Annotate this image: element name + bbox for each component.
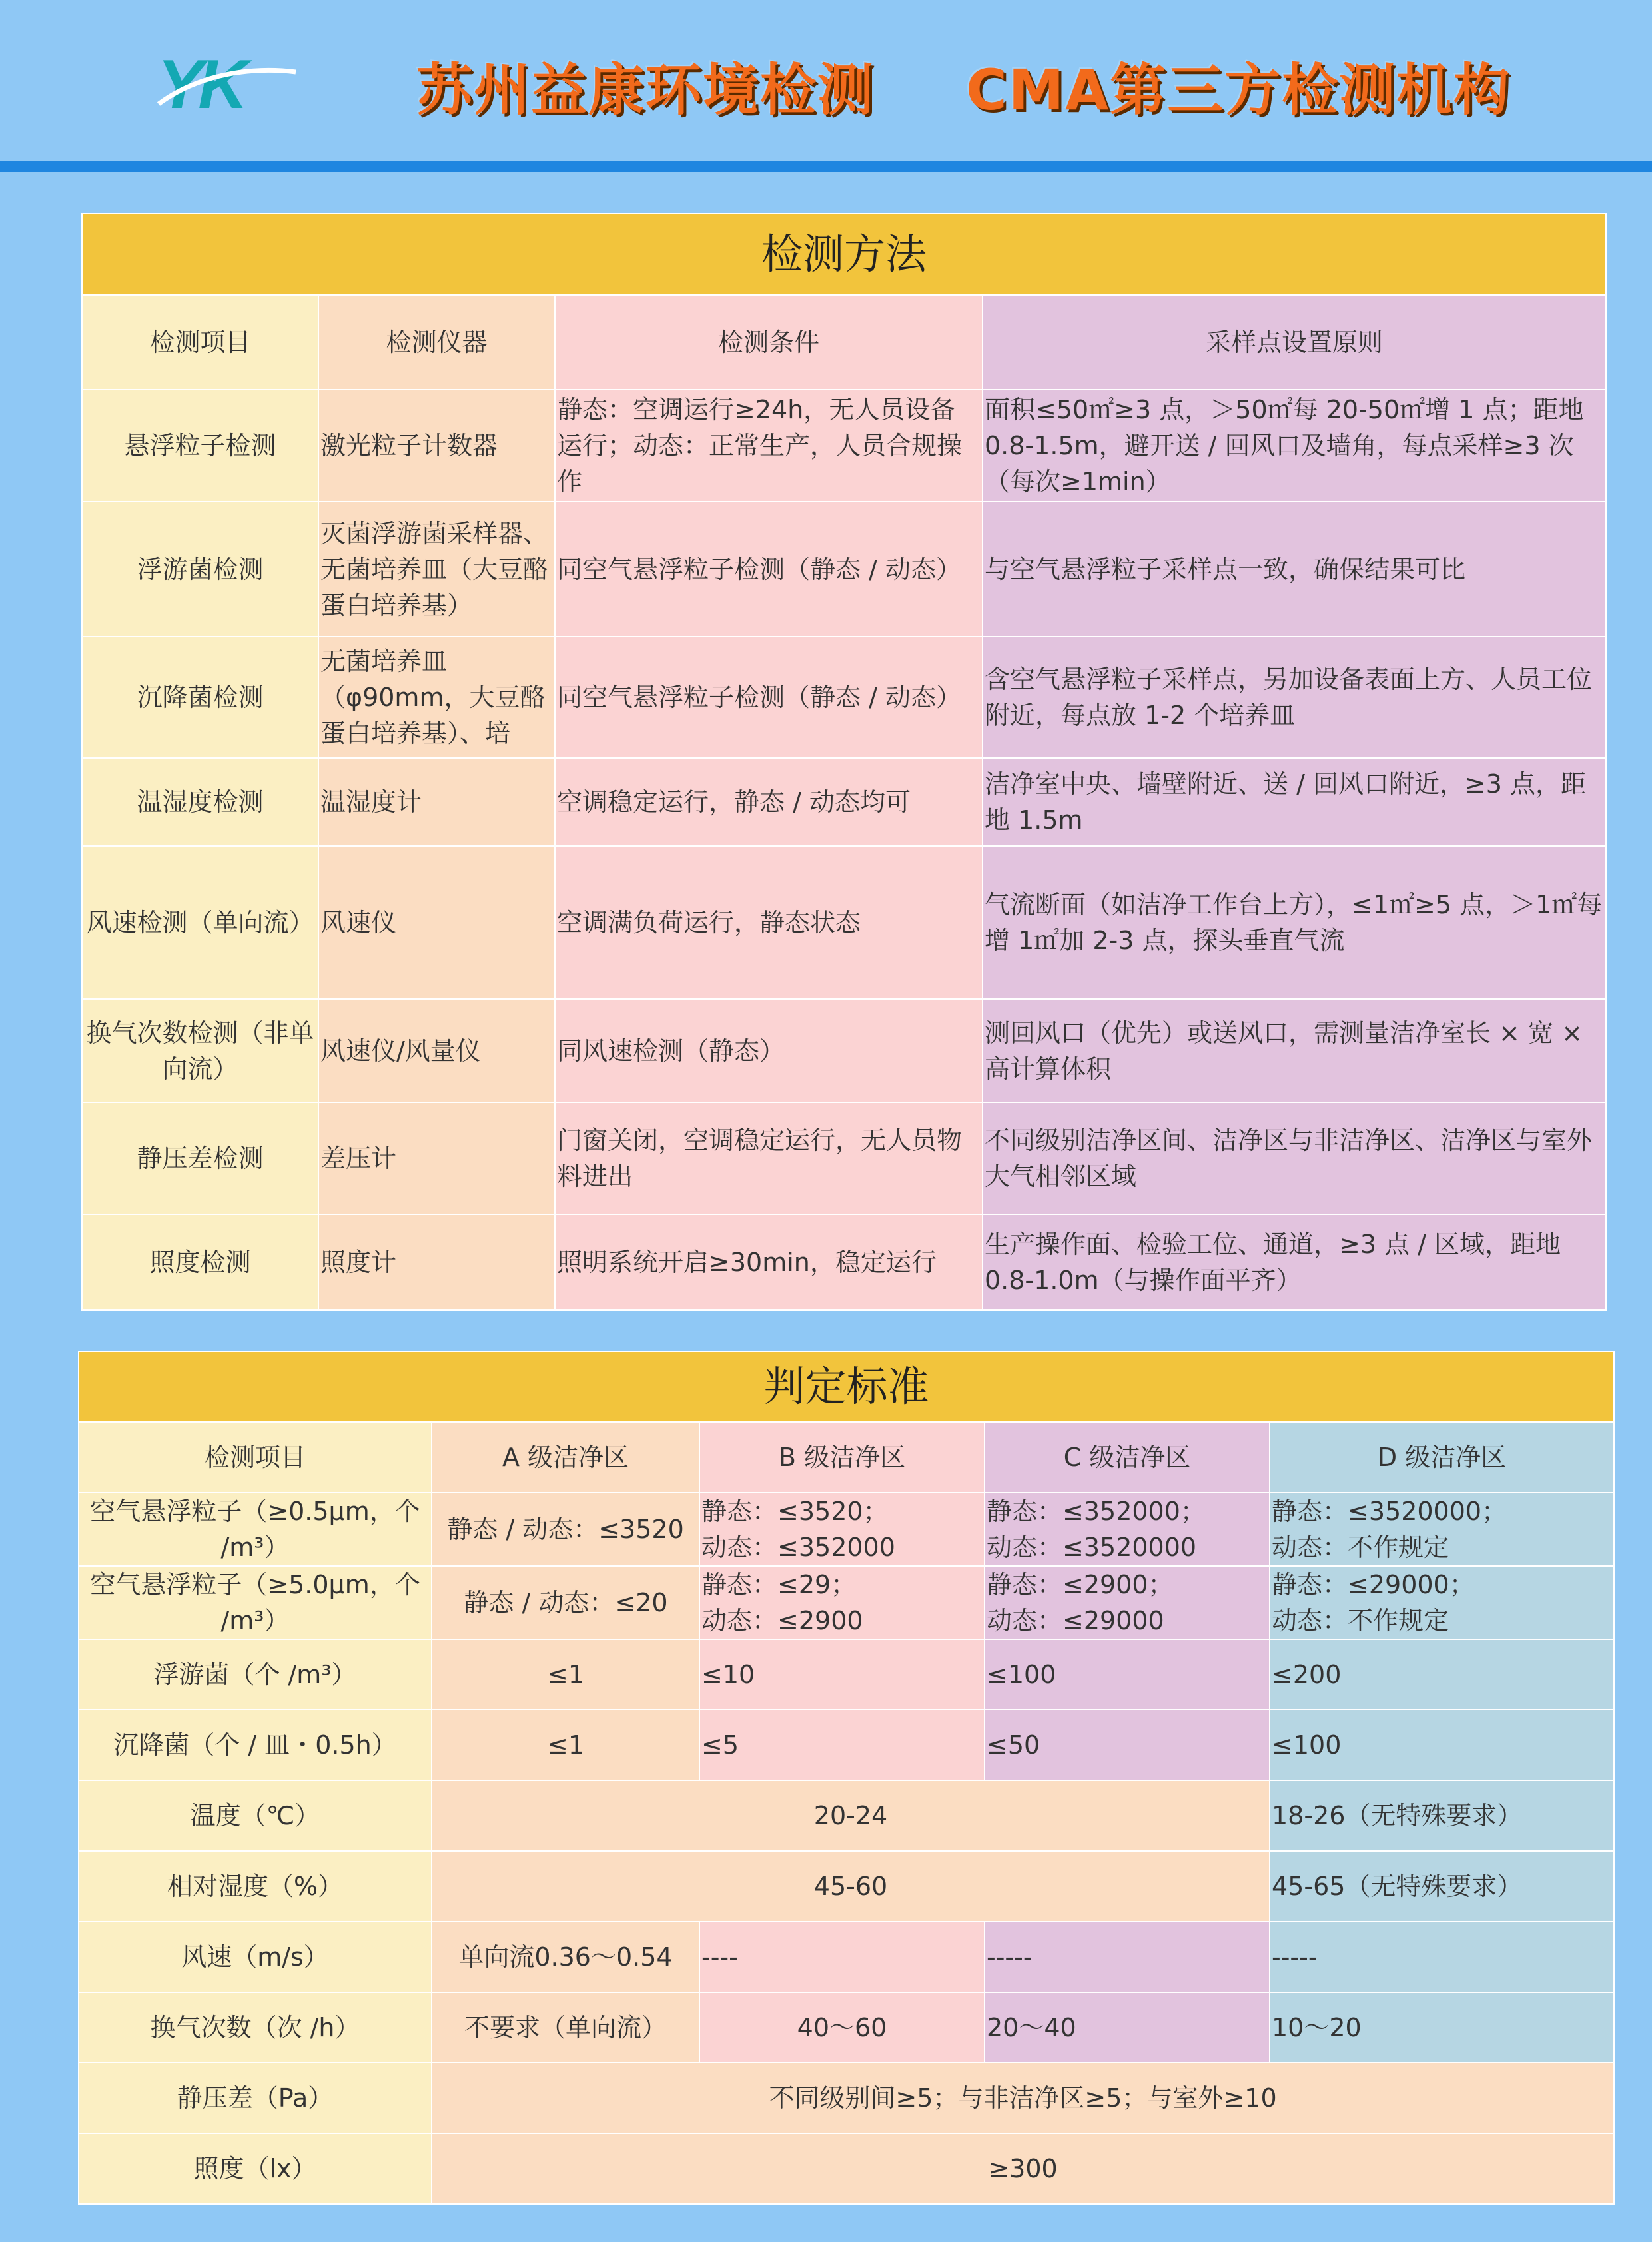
method-item: 沉降菌检测 xyxy=(82,637,318,758)
grade-b-value: ≤5 xyxy=(699,1710,985,1780)
table-row xyxy=(79,2063,1614,2133)
grade-a-value: 静态 / 动态：≤20 xyxy=(432,1566,699,1639)
all-grades-value: 不同级别间≥5；与非洁净区≥5；与室外≥10 xyxy=(432,2063,1614,2133)
grade-d-value: ≤200 xyxy=(1270,1639,1614,1710)
method-instrument: 无菌培养皿（φ90mm，大豆酪蛋白培养基）、培 xyxy=(318,637,555,758)
method-item: 浮游菌检测 xyxy=(82,502,318,637)
grade-b-value: ---- xyxy=(699,1922,985,1992)
column-header: 检测项目 xyxy=(82,295,318,390)
standard-item: 风速（m/s） xyxy=(79,1922,432,1992)
method-instrument: 温湿度计 xyxy=(318,758,555,846)
standards-table xyxy=(78,1351,1615,2205)
page-header xyxy=(0,0,1652,160)
table-row xyxy=(79,1992,1614,2063)
method-instrument: 风速仪 xyxy=(318,846,555,999)
column-header: 检测仪器 xyxy=(318,295,555,390)
grade-c-value: ----- xyxy=(985,1922,1270,1992)
method-sampling: 含空气悬浮粒子采样点，另加设备表面上方、人员工位附近，每点放 1-2 个培养皿 xyxy=(983,637,1606,758)
table-row xyxy=(82,390,1606,502)
standard-item: 相对湿度（%） xyxy=(79,1851,432,1922)
table-row xyxy=(79,1780,1614,1851)
method-sampling: 测回风口（优先）或送风口，需测量洁净室长 × 宽 × 高计算体积 xyxy=(983,999,1606,1102)
all-grades-value: ≥300 xyxy=(432,2133,1614,2204)
method-item: 温湿度检测 xyxy=(82,758,318,846)
grade-d-value: 45-65（无特殊要求） xyxy=(1270,1851,1614,1922)
method-sampling: 不同级别洁净区间、洁净区与非洁净区、洁净区与室外大气相邻区域 xyxy=(983,1102,1606,1214)
methods-title: 检测方法 xyxy=(82,214,1606,295)
standard-item: 空气悬浮粒子（≥5.0μm，个 /m³） xyxy=(79,1566,432,1639)
grade-c-value: ≤50 xyxy=(985,1710,1270,1780)
method-item: 悬浮粒子检测 xyxy=(82,390,318,502)
grade-abc-value: 20-24 xyxy=(432,1780,1270,1851)
table-row xyxy=(79,1566,1614,1639)
method-instrument: 照度计 xyxy=(318,1214,555,1310)
table-row xyxy=(79,1922,1614,1992)
grade-b-value: 静态：≤3520； 动态：≤352000 xyxy=(699,1493,985,1566)
column-header: 检测项目 xyxy=(79,1422,432,1493)
grade-abc-value: 45-60 xyxy=(432,1851,1270,1922)
grade-b-value: 40～60 xyxy=(699,1992,985,2063)
grade-c-value: ≤100 xyxy=(985,1639,1270,1710)
header-divider xyxy=(0,161,1652,172)
column-header: 采样点设置原则 xyxy=(983,295,1606,390)
standard-item: 照度（lx） xyxy=(79,2133,432,2204)
grade-b-value: 静态：≤29； 动态：≤2900 xyxy=(699,1566,985,1639)
table-row xyxy=(82,1102,1606,1214)
table-row xyxy=(79,1493,1614,1566)
grade-b-value: ≤10 xyxy=(699,1639,985,1710)
method-condition: 照明系统开启≥30min，稳定运行 xyxy=(555,1214,983,1310)
method-sampling: 面积≤50㎡≥3 点，＞50㎡每 20-50㎡增 1 点；距地 0.8-1.5m，避开送 / 回风口及墙角，每点采样≥3 次（每次≥1min） xyxy=(983,390,1606,502)
grade-d-value: ≤100 xyxy=(1270,1710,1614,1780)
method-item: 静压差检测 xyxy=(82,1102,318,1214)
grade-a-value: ≤1 xyxy=(432,1710,699,1780)
column-header: 检测条件 xyxy=(555,295,983,390)
table-row xyxy=(79,1710,1614,1780)
grade-d-value: 18-26（无特殊要求） xyxy=(1270,1780,1614,1851)
method-instrument: 风速仪/风量仪 xyxy=(318,999,555,1102)
standard-item: 沉降菌（个 / 皿・0.5h） xyxy=(79,1710,432,1780)
grade-a-value: ≤1 xyxy=(432,1639,699,1710)
method-sampling: 生产操作面、检验工位、通道，≥3 点 / 区域，距地 0.8-1.0m（与操作面平齐） xyxy=(983,1214,1606,1310)
method-condition: 同空气悬浮粒子检测（静态 / 动态） xyxy=(555,502,983,637)
grade-d-value: 10～20 xyxy=(1270,1992,1614,2063)
standard-item: 静压差（Pa） xyxy=(79,2063,432,2133)
method-condition: 同空气悬浮粒子检测（静态 / 动态） xyxy=(555,637,983,758)
grade-d-value: ----- xyxy=(1270,1922,1614,1992)
table-row xyxy=(82,846,1606,999)
table-row xyxy=(79,1851,1614,1922)
standard-item: 浮游菌（个 /m³） xyxy=(79,1639,432,1710)
grade-c-value: 静态：≤352000； 动态：≤3520000 xyxy=(985,1493,1270,1566)
table-row xyxy=(82,502,1606,637)
company-tagline: CMA第三方检测机构 xyxy=(966,57,1511,123)
method-sampling: 与空气悬浮粒子采样点一致，确保结果可比 xyxy=(983,502,1606,637)
method-item: 照度检测 xyxy=(82,1214,318,1310)
table-row xyxy=(82,637,1606,758)
grade-c-value: 20～40 xyxy=(985,1992,1270,2063)
method-instrument: 灭菌浮游菌采样器、无菌培养皿（大豆酪蛋白培养基） xyxy=(318,502,555,637)
grade-d-value: 静态：≤29000； 动态：不作规定 xyxy=(1270,1566,1614,1639)
method-condition: 静态：空调运行≥24h，无人员设备运行；动态：正常生产，人员合规操作 xyxy=(555,390,983,502)
grade-a-value: 不要求（单向流） xyxy=(432,1992,699,2063)
grade-d-value: 静态：≤3520000； 动态：不作规定 xyxy=(1270,1493,1614,1566)
method-item: 换气次数检测（非单向流） xyxy=(82,999,318,1102)
company-name: 苏州益康环境检测 xyxy=(416,57,875,123)
method-item: 风速检测（单向流） xyxy=(82,846,318,999)
company-logo xyxy=(153,47,300,120)
column-header: D 级洁净区 xyxy=(1270,1422,1614,1493)
standard-item: 温度（℃） xyxy=(79,1780,432,1851)
column-header: A 级洁净区 xyxy=(432,1422,699,1493)
grade-c-value: 静态：≤2900； 动态：≤29000 xyxy=(985,1566,1270,1639)
method-condition: 空调满负荷运行，静态状态 xyxy=(555,846,983,999)
method-condition: 同风速检测（静态） xyxy=(555,999,983,1102)
methods-table xyxy=(81,213,1607,1311)
method-instrument: 激光粒子计数器 xyxy=(318,390,555,502)
method-sampling: 气流断面（如洁净工作台上方），≤1㎡≥5 点，＞1㎡每增 1㎡加 2-3 点，探头垂直气流 xyxy=(983,846,1606,999)
column-header: C 级洁净区 xyxy=(985,1422,1270,1493)
grade-a-value: 单向流0.36～0.54 xyxy=(432,1922,699,1992)
method-condition: 空调稳定运行，静态 / 动态均可 xyxy=(555,758,983,846)
standard-item: 空气悬浮粒子（≥0.5μm，个 /m³） xyxy=(79,1493,432,1566)
table-row xyxy=(82,999,1606,1102)
standards-title: 判定标准 xyxy=(79,1351,1614,1422)
method-condition: 门窗关闭，空调稳定运行，无人员物料进出 xyxy=(555,1102,983,1214)
table-row xyxy=(79,1639,1614,1710)
table-row xyxy=(79,2133,1614,2204)
method-sampling: 洁净室中央、墙壁附近、送 / 回风口附近，≥3 点，距地 1.5m xyxy=(983,758,1606,846)
svg-text:YK: YK xyxy=(157,47,243,120)
table-row xyxy=(82,1214,1606,1310)
table-row xyxy=(82,758,1606,846)
column-header: B 级洁净区 xyxy=(699,1422,985,1493)
method-instrument: 差压计 xyxy=(318,1102,555,1214)
grade-a-value: 静态 / 动态：≤3520 xyxy=(432,1493,699,1566)
standard-item: 换气次数（次 /h） xyxy=(79,1992,432,2063)
